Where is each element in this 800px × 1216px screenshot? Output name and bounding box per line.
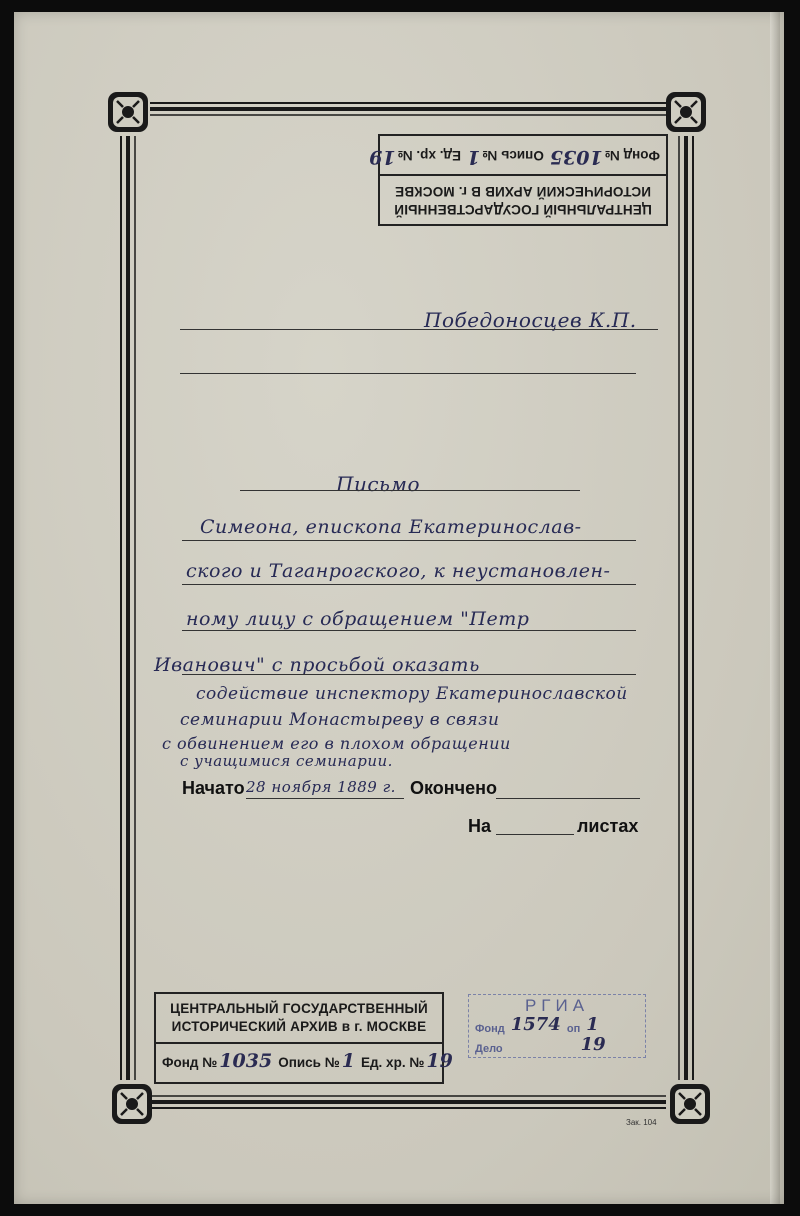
print-order-mark: Зак. 104	[626, 1118, 657, 1127]
rgia-stamp	[468, 994, 646, 1058]
stamp-line-1: ЦЕНТРАЛЬНЫЙ ГОСУДАРСТВЕННЫЙ	[170, 1001, 428, 1016]
desc-line-5: содействие инспектору Екатеринославской	[196, 684, 628, 704]
desc-line-8: с учащимися семинарии.	[180, 752, 393, 770]
stamp-fond-row	[156, 1044, 453, 1072]
ed-label: Ед. хр. №	[360, 1055, 425, 1070]
stamp-line-1: ЦЕНТРАЛЬНЫЙ ГОСУДАРСТВЕННЫЙ	[394, 202, 652, 217]
rgia-op-value: 1	[586, 1014, 599, 1035]
rgia-fond-row	[469, 1015, 645, 1035]
archive-stamp-top	[369, 134, 668, 226]
ed-value: 19	[369, 146, 396, 168]
started-underline	[246, 798, 404, 799]
rgia-title: РГИА	[524, 996, 590, 1015]
fond-label: Фонд №	[162, 1055, 218, 1070]
rgia-delo-row	[469, 1035, 645, 1055]
rgia-fond-value: 1574	[510, 1014, 561, 1035]
opis-value: 1	[341, 1050, 355, 1072]
author-underline	[180, 329, 658, 330]
document-title: Письмо	[336, 472, 421, 496]
desc-underline-1	[182, 540, 636, 541]
desc-line-1: Симеона, епископа Екатеринослав-	[200, 516, 582, 538]
stamp-line-2: ИСТОРИЧЕСКИЙ АРХИВ в г. МОСКВЕ	[171, 1019, 427, 1034]
author-name: Победоносцев К.П.	[424, 308, 637, 332]
stamp-fond-row	[369, 146, 666, 174]
sheets-on-label: На	[468, 816, 492, 836]
desc-underline-4	[182, 674, 636, 675]
sheets-underline	[496, 834, 574, 835]
ed-value: 19	[426, 1050, 453, 1072]
rgia-fond-label: Фонд	[475, 1023, 505, 1035]
desc-line-4: Иванович" с просьбой оказать	[154, 654, 480, 676]
started-label: Начато	[182, 778, 245, 798]
title-underline	[240, 490, 580, 491]
desc-line-2: ского и Таганрогского, к неустановлен-	[186, 560, 611, 582]
desc-underline-2	[182, 584, 636, 585]
stamp-divider	[380, 174, 666, 176]
ended-underline	[496, 798, 640, 799]
stamp-line-2: ИСТОРИЧЕСКИЙ АРХИВ В г. МОСКВЕ	[394, 184, 652, 199]
desc-line-7: с обвинением его в плохом обращении	[162, 734, 511, 753]
desc-line-6: семинарии Монастыреву в связи	[180, 710, 500, 730]
opis-label: Опись №	[482, 148, 544, 163]
rgia-op-label: оп	[566, 1023, 581, 1035]
rgia-delo-label: Дело	[475, 1043, 503, 1055]
desc-underline-3	[182, 630, 636, 631]
archive-stamp-bottom	[154, 992, 453, 1084]
started-value: 28 ноября 1889 г.	[246, 778, 396, 796]
rgia-delo-value: 19	[580, 1034, 606, 1055]
fond-value: 1035	[549, 146, 603, 168]
fond-label: Фонд №	[604, 148, 660, 163]
blank-line	[180, 373, 636, 374]
ended-label: Окончено	[410, 778, 497, 798]
fond-value: 1035	[219, 1050, 273, 1072]
sheets-label: листах	[577, 816, 639, 836]
desc-line-3: ному лицу с обращением "Петр	[186, 608, 530, 630]
opis-value: 1	[467, 146, 481, 168]
ed-label: Ед. хр. №	[397, 148, 462, 163]
opis-label: Опись №	[278, 1055, 340, 1070]
